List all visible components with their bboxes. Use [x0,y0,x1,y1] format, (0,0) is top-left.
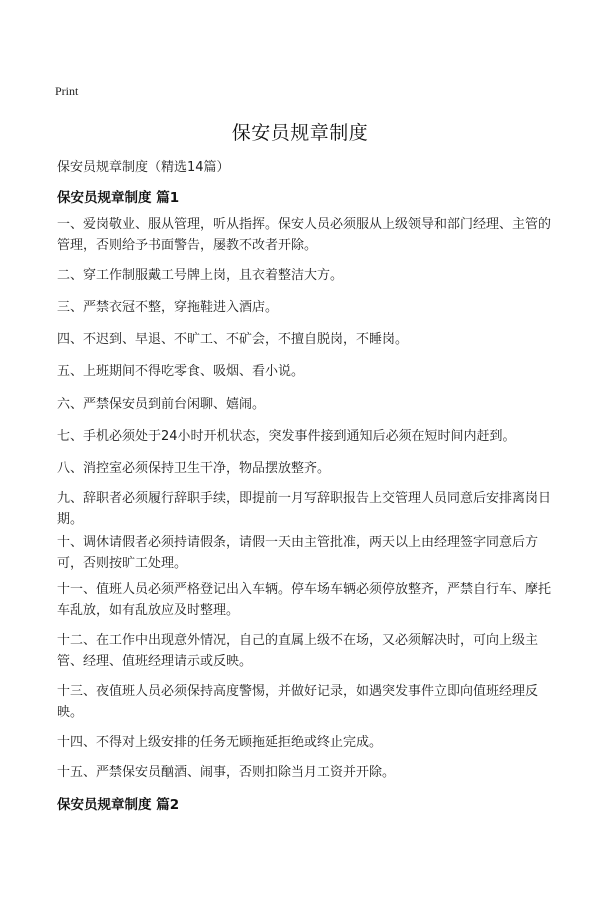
print-label: Print [55,84,79,98]
rule-item-4: 四、不迟到、早退、不旷工、不矿会，不擅自脱岗，不睡岗。 [57,332,409,347]
rule-item-7: 七、手机必须处于24小时开机状态，突发事件接到通知后必须在短时间内赶到。 [57,429,516,444]
document-title: 保安员规章制度 [231,122,369,144]
rule-item-12: 十二、在工作中出现意外情况，自己的直属上级不在场，又必须解决时，可向上级主管、经理、值班经理请示或反映。 [57,633,539,669]
rule-item-2: 二、穿工作制服戴工号牌上岗，且衣着整洁大方。 [57,268,344,283]
document-subtitle: 保安员规章制度（精选14篇） [57,160,230,175]
rule-item-1: 一、爱岗敬业、服从管理，听从指挥。保安人员必须服从上级领导和部门经理、主管的管理，否则给予书面警告，屡教不改者开除。 [57,217,552,253]
rule-item-14: 十四、不得对上级安排的任务无顾拖延拒绝或终止完成。 [57,735,383,750]
rule-item-10: 十、调休请假者必须持请假条，请假一天由主管批准，两天以上由经理签字同意后方可，否则按旷工处理。 [57,535,539,571]
rule-item-5: 五、上班期间不得吃零食、吸烟、看小说。 [57,364,305,379]
rule-item-6: 六、严禁保安员到前台闲聊、嬉闹。 [57,397,266,412]
section-heading-1: 保安员规章制度 篇1 [57,190,180,206]
rule-item-9: 九、辞职者必须履行辞职手续，即提前一月写辞职报告上交管理人员同意后安排离岗日期。 [57,491,552,527]
rule-item-3: 三、严禁衣冠不整，穿拖鞋进入酒店。 [57,300,279,315]
rule-item-15: 十五、严禁保安员酗酒、闹事，否则扣除当月工资并开除。 [57,765,396,780]
section-heading-2: 保安员规章制度 篇2 [57,797,180,813]
rule-item-13: 十三、夜值班人员必须保持高度警惕，并做好记录，如遇突发事件立即向值班经理反映。 [57,684,539,720]
rule-item-8: 八、消控室必须保持卫生干净，物品摆放整齐。 [57,461,331,476]
rule-item-11: 十一、值班人员必须严格登记出入车辆。停车场车辆必须停放整齐，严禁自行车、摩托车乱放，如有乱放应及时整理。 [57,582,552,618]
